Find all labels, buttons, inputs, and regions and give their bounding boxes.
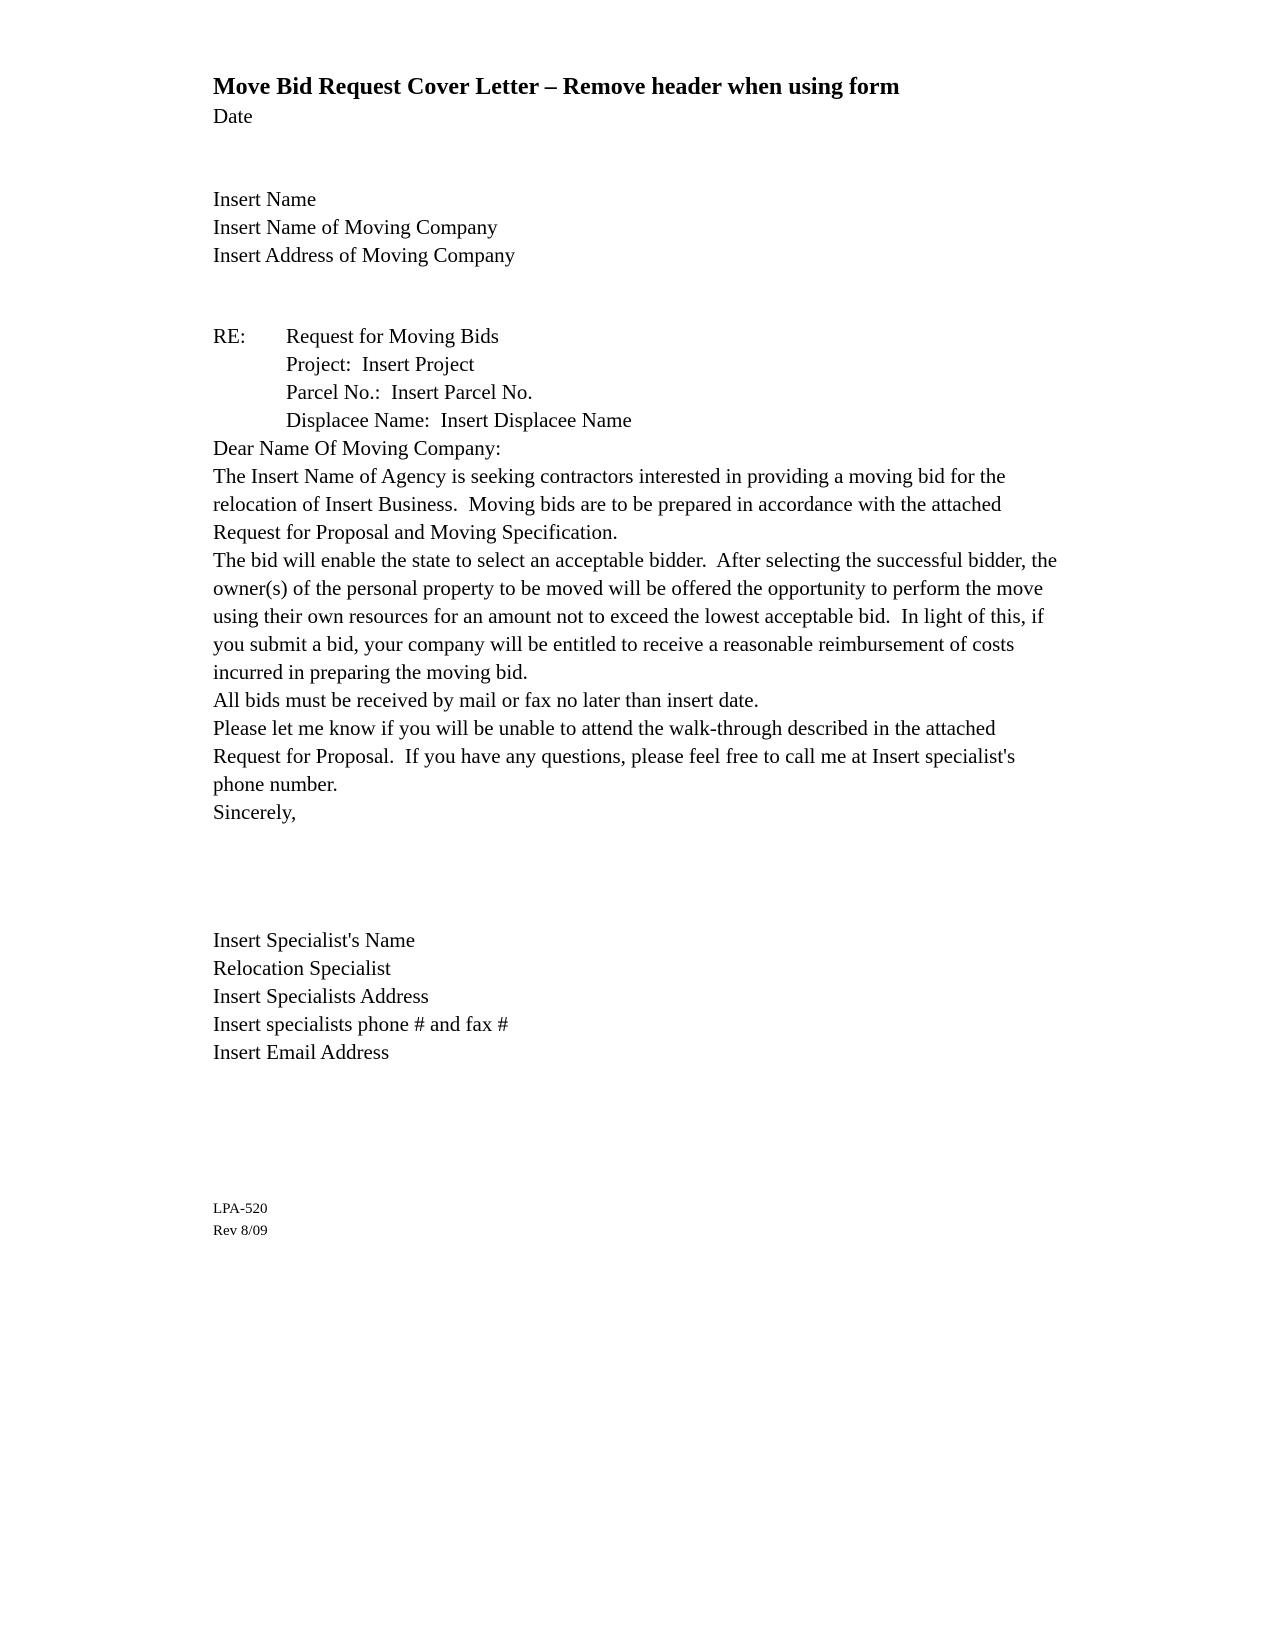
re-lines [286, 322, 1065, 434]
signature-title-line: Relocation Specialist [213, 956, 391, 980]
paragraph-bid-enable: The bid will enable the state to select an acceptable bidder. After selecting the successful bidder, the owner(s) of the personal property to be moved will be offered the opportunity to perform the move using their own resources for an amount not to exceed the lowest acceptable bid. In light of this, if you submit a bid, your company will be entitled to receive a reasonable reimbursement of costs incurred in preparing the moving bid. [213, 548, 1063, 684]
signature-phone-fax-line: Insert specialists phone # and fax # [213, 1012, 509, 1036]
date-placeholder: Date [213, 104, 253, 128]
recipient-company-line: Insert Name of Moving Company [213, 215, 498, 239]
re-block [213, 322, 1065, 434]
re-parcel-line: Parcel No.: Insert Parcel No. [286, 380, 533, 404]
form-revision: Rev 8/09 [213, 1223, 268, 1239]
salutation: Dear Name Of Moving Company: [213, 436, 502, 460]
recipient-name-line: Insert Name [213, 187, 317, 211]
signature-address-line: Insert Specialists Address [213, 984, 429, 1008]
closing-sincerely: Sincerely, [213, 800, 297, 824]
document-title: Move Bid Request Cover Letter – Remove header when using form [213, 74, 900, 100]
signature-block [213, 926, 1065, 1066]
form-number: LPA-520 [213, 1201, 268, 1217]
paragraph-agency-seeking: The Insert Name of Agency is seeking contractors interested in providing a moving bid for the relocation of Insert Business. Moving bids are to be prepared in accordance with the attached Request for Proposal and Moving Specification. [213, 464, 1011, 544]
paragraph-walk-through: Please let me know if you will be unable to attend the walk-through described in the attached Request for Proposal. If you have any questions, please feel free to call me at Insert specialist's phone number. [213, 716, 1021, 796]
paragraph-bids-deadline: All bids must be received by mail or fax no later than insert date. [213, 688, 759, 712]
re-subject-line: Request for Moving Bids [286, 324, 499, 348]
signature-email-line: Insert Email Address [213, 1040, 390, 1064]
re-label: RE: [213, 324, 246, 348]
re-project-line: Project: Insert Project [286, 352, 475, 376]
form-footer [213, 1198, 1065, 1242]
recipient-block [213, 185, 1065, 269]
signature-name-line: Insert Specialist's Name [213, 928, 416, 952]
recipient-address-line: Insert Address of Moving Company [213, 243, 516, 267]
re-displacee-line: Displacee Name: Insert Displacee Name [286, 408, 632, 432]
